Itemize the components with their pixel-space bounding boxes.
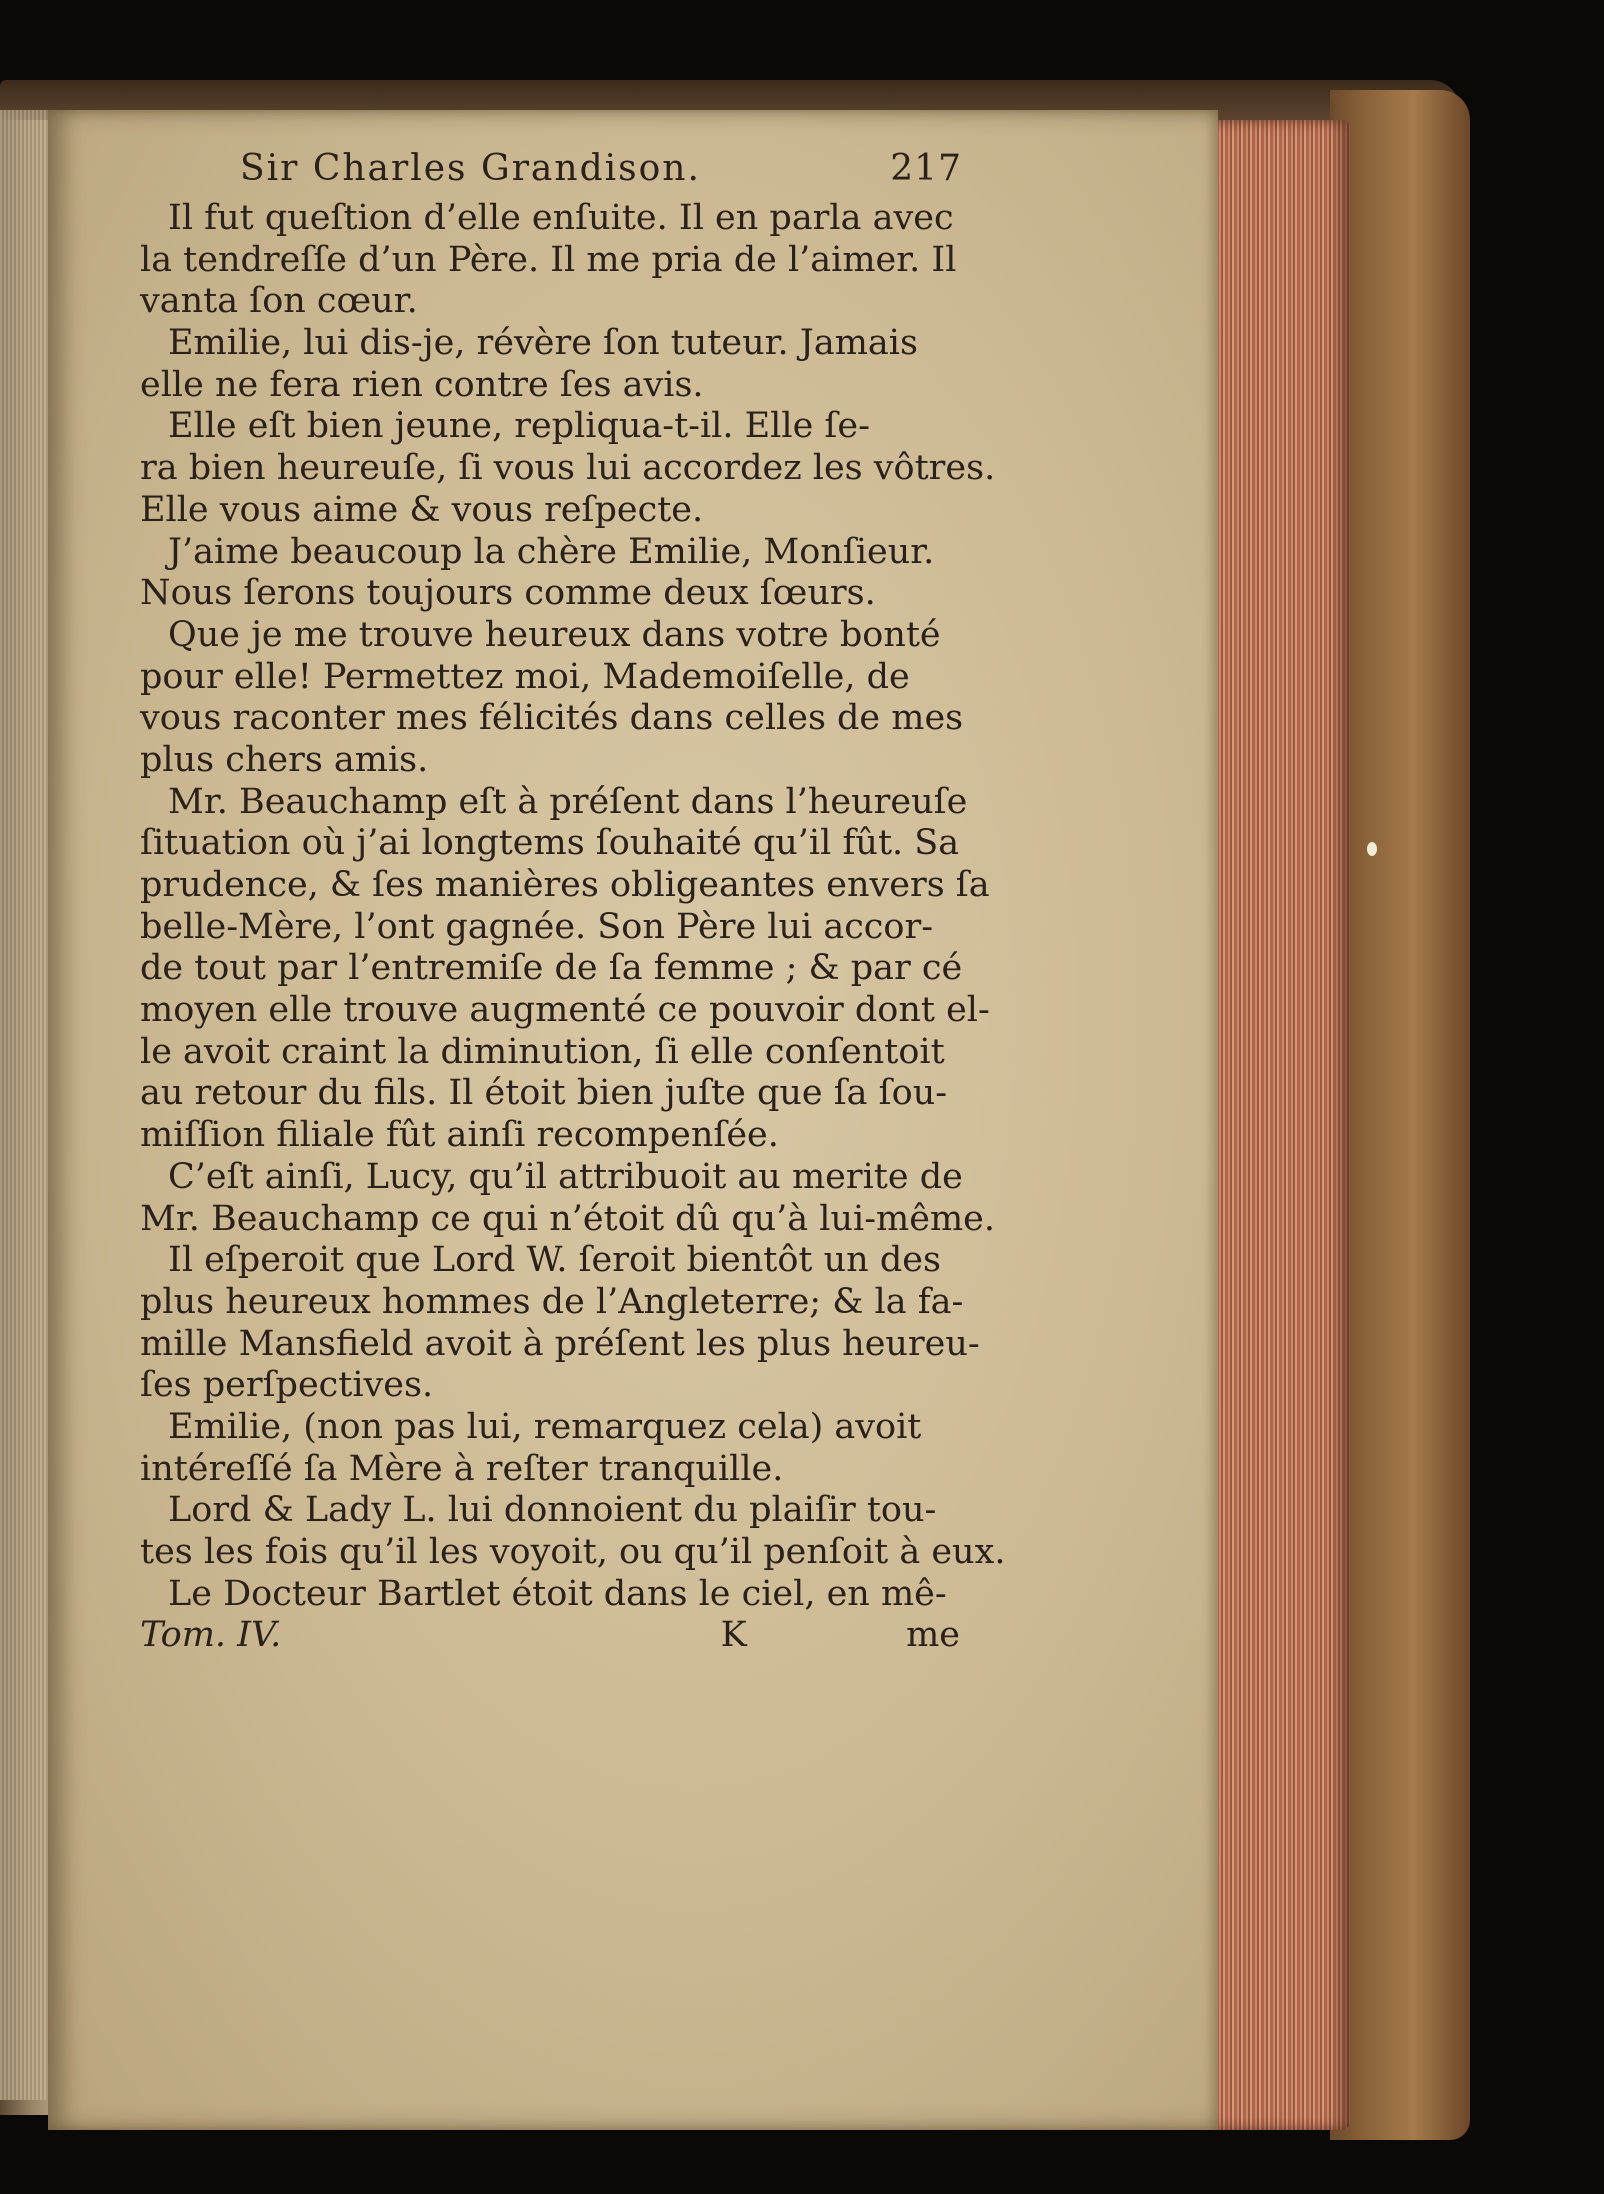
line-text: elle ne fera rien contre ſes avis. (140, 364, 704, 405)
page-number: 217 (890, 148, 962, 189)
text-line (140, 532, 970, 574)
text-line (140, 490, 970, 532)
text-line (140, 907, 970, 949)
text-line (140, 448, 996, 490)
text-line (140, 823, 970, 865)
line-text: ra bien heureuſe, ſi vous lui accordez les vôtres. (140, 448, 996, 489)
line-text: Nous ſerons toujours comme deux ſœurs. (140, 573, 876, 614)
line-text: Mr. Beauchamp ce qui n’étoit dû qu’à lui-même. (140, 1198, 995, 1239)
text-line (140, 1157, 970, 1199)
line-text: plus chers amis. (140, 739, 429, 780)
line-text: Elle vous aime & vous reſpecte. (140, 489, 704, 530)
text-line (140, 1407, 970, 1449)
page-footer (140, 1615, 970, 1659)
text-line (140, 1198, 995, 1241)
text-line (140, 615, 970, 657)
text-line (140, 323, 970, 365)
text-line (140, 1365, 970, 1407)
signature-mark: K (720, 1615, 747, 1656)
line-text: au retour du fils. Il étoit bien juſte que ſa ſou- (140, 1073, 948, 1114)
text-line (140, 198, 970, 240)
line-text: ſes perſpectives. (140, 1365, 434, 1406)
line-text: Lord & Lady L. lui donnoient du plaiſir tou- (168, 1490, 937, 1531)
text-line (140, 740, 970, 782)
text-line (140, 1282, 970, 1324)
text-line (140, 1240, 970, 1282)
text-line (140, 1532, 1006, 1574)
text-line (140, 657, 970, 699)
line-text: la tendreſſe d’un Père. Il me pria de l’aimer. Il (140, 239, 957, 280)
text-line (140, 1115, 970, 1157)
text-line (140, 365, 970, 407)
line-text: pour elle! Permettez moi, Mademoiſelle, de (140, 656, 910, 697)
line-text: tes les fois qu’il les voyoit, ou qu’il penſoit à eux. (140, 1532, 1006, 1572)
line-text: vous raconter mes félicités dans celles de mes (140, 698, 964, 739)
line-text: J’aime beaucoup la chère Emilie, Monſieur. (168, 531, 935, 572)
line-text: Il eſperoit que Lord W. ſeroit bientôt un des (168, 1240, 941, 1281)
line-text: ſituation où j’ai longtems ſouhaité qu’il fût. Sa (140, 823, 960, 864)
text-line (140, 1490, 970, 1532)
text-line (140, 1073, 970, 1115)
text-line (140, 1449, 970, 1491)
line-text: Elle eſt bien jeune, repliqua-t-il. Elle ſe- (168, 406, 870, 447)
line-text: plus heureux hommes de l’Angleterre; & la fa- (140, 1281, 964, 1322)
line-text: miſſion filiale fût ainſi recompenſée. (140, 1115, 779, 1156)
text-line (140, 1323, 980, 1366)
line-text: belle-Mère, l’ont gagnée. Son Père lui accor- (140, 906, 934, 947)
text-line (140, 990, 990, 1032)
line-text: vanta ſon cœur. (140, 281, 418, 322)
running-title: Sir Charles Grandison. (240, 148, 701, 189)
right-binding (1330, 90, 1470, 2140)
line-text: mille Mansfield avoit à préſent les plus heureu- (140, 1323, 980, 1364)
page-text (140, 148, 1006, 1659)
binding-spot (1367, 842, 1377, 856)
line-text: Que je me trouve heureux dans votre bonté (168, 614, 941, 655)
line-text: Mr. Beauchamp eſt à préſent dans l’heureuſe (168, 781, 968, 822)
line-text: C’eſt ainſi, Lucy, qu’il attribuoit au merite de (168, 1156, 963, 1197)
text-line (140, 406, 970, 448)
text-line (140, 573, 970, 615)
line-text: moyen elle trouve augmenté ce pouvoir dont el- (140, 990, 990, 1031)
line-text: de tout par l’entremiſe de ſa femme ; & par cé (140, 948, 963, 989)
line-text: le avoit craint la diminution, ſi elle conſentoit (140, 1031, 945, 1072)
text-line (140, 782, 970, 824)
running-head (140, 148, 970, 194)
text-line (140, 240, 970, 282)
catchword: me (906, 1615, 960, 1656)
text-line (140, 281, 970, 323)
text-line (140, 1032, 970, 1074)
line-text: intéreſſé ſa Mère à reſter tranquille. (140, 1448, 784, 1489)
line-text: Emilie, (non pas lui, remarquez cela) avoit (168, 1406, 922, 1447)
line-text: Emilie, lui dis-je, révère ſon tuteur. Jamais (168, 323, 918, 364)
line-text: Le Docteur Bartlet étoit dans le ciel, en mê- (168, 1573, 947, 1614)
volume-mark: Tom. IV. (140, 1615, 282, 1656)
text-line (140, 1574, 970, 1616)
text-line (140, 865, 990, 907)
line-text: prudence, & ſes manières obligeantes envers ſa (140, 865, 990, 905)
text-line (140, 698, 970, 740)
line-text: Il fut queſtion d’elle enſuite. Il en parla avec (168, 198, 954, 238)
text-line (140, 948, 970, 990)
